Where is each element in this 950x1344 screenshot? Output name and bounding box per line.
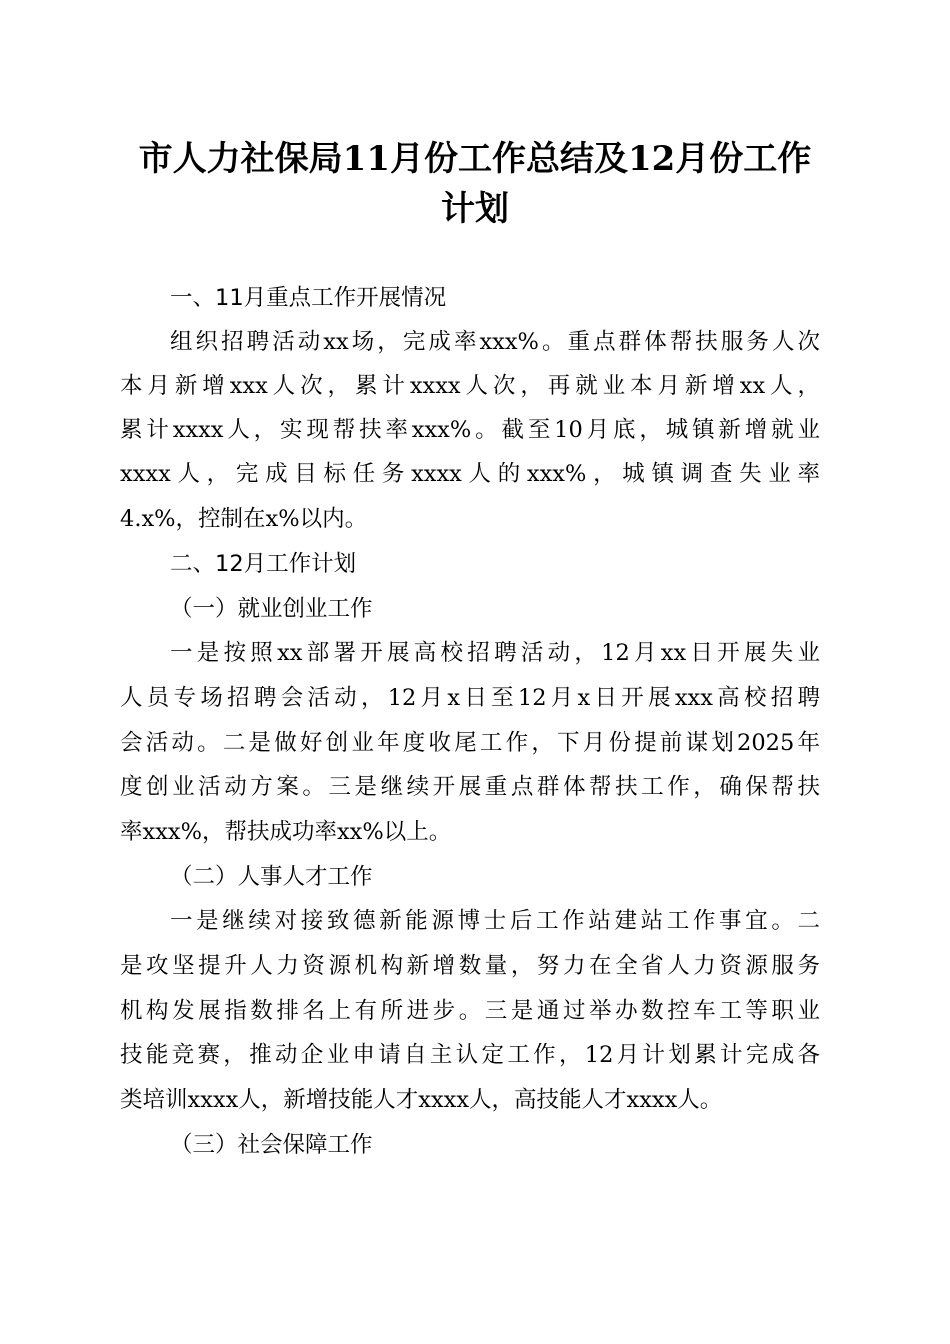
paragraph-line: 4.x%，控制在x%以内。: [120, 506, 368, 532]
paragraph-line: 率xxx%，帮扶成功率xx%以上。: [120, 819, 452, 845]
subsection-heading-1: （一）就业创业工作: [170, 596, 373, 622]
paragraph-line: 是攻坚提升人力资源机构新增数量，努力在全省人力资源服务: [120, 953, 820, 979]
paragraph-line: 组织招聘活动xx场，完成率xxx%。重点群体帮扶服务人次: [170, 329, 820, 355]
paragraph-line: 度创业活动方案。三是继续开展重点群体帮扶工作，确保帮扶: [120, 774, 820, 800]
paragraph-line: 类培训xxxx人，新增技能人才xxxx人，高技能人才xxxx人。: [120, 1087, 723, 1113]
paragraph-line: 人员专场招聘会活动，12月x日至12月x日开展xxx高校招聘: [120, 685, 820, 711]
paragraph-line: 一是按照xx部署开展高校招聘活动，12月xx日开展失业: [170, 640, 820, 666]
paragraph-line: 技能竞赛，推动企业申请自主认定工作，12月计划累计完成各: [120, 1042, 820, 1068]
paragraph-line: 一是继续对接致德新能源博士后工作站建站工作事宜。二: [170, 908, 820, 934]
subsection-heading-2: （二）人事人才工作: [170, 864, 373, 890]
subsection-heading-3: （三）社会保障工作: [170, 1132, 373, 1158]
paragraph-line: 本月新增xxx人次，累计xxxx人次，再就业本月新增xx人，: [120, 373, 820, 399]
section-heading-2: 二、12月工作计划: [170, 551, 357, 577]
paragraph-line: xxxx人，完成目标任务xxxx人的xxx%，城镇调查失业率: [120, 461, 820, 487]
section-heading-1: 一、11月重点工作开展情况: [170, 285, 447, 311]
title-line-1: 市人力社保局11月份工作总结及12月份工作: [138, 139, 812, 179]
document-title: [100, 134, 850, 234]
paragraph-line: 会活动。二是做好创业年度收尾工作，下月份提前谋划2025年: [120, 730, 820, 756]
paragraph-line: 机构发展指数排名上有所进步。三是通过举办数控车工等职业: [120, 998, 820, 1024]
paragraph-line: 累计xxxx人，实现帮扶率xxx%。截至10月底，城镇新增就业: [120, 417, 820, 443]
title-line-2: 计划: [441, 189, 509, 229]
